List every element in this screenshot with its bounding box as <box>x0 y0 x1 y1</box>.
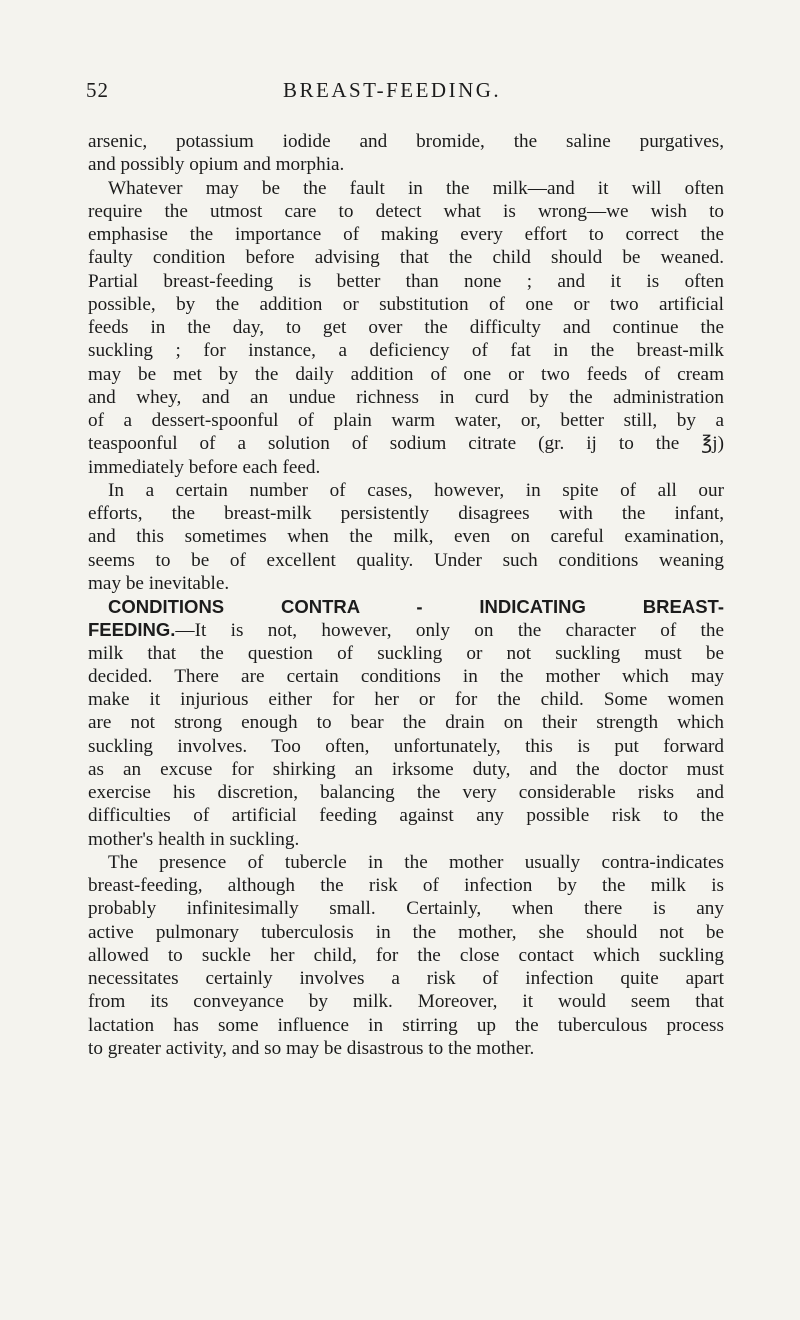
text-line: suckling ; for instance, a deficiency of fat in the breast-milk <box>88 340 724 362</box>
text-line: possible, by the addition or substitution of one or two artificial <box>88 293 724 315</box>
text-line: exercise his discretion, balancing the very considerable risks and <box>88 782 724 803</box>
section-heading-end: FEEDING. <box>88 619 176 641</box>
running-head <box>86 78 726 118</box>
text-line: to greater activity, and so may be disastrous to the mother. <box>88 1037 535 1059</box>
text-line: immediately before each feed. <box>88 456 321 478</box>
text-line: feeds in the day, to get over the difficulty and continue the <box>88 317 724 338</box>
text-line: and whey, and an undue richness in curd by the administration <box>88 386 724 408</box>
text-line: emphasise the importance of making every effort to correct the <box>88 224 724 245</box>
text-line: may be inevitable. <box>88 572 230 594</box>
text-line: suckling involves. Too often, unfortunately, this is put forward <box>88 735 724 757</box>
text-line: efforts, the breast-milk persistently disagrees with the infant, <box>88 503 724 524</box>
text-run: —It is not, however, only on the character of the <box>175 620 724 642</box>
text-line: require the utmost care to detect what is wrong—we wish to <box>88 200 724 222</box>
text-line: necessitates certainly involves a risk of infection quite apart <box>88 968 724 989</box>
paragraph-start-line: Whatever may be the fault in the milk—and it will often <box>108 177 724 199</box>
text-line: make it injurious either for her or for the child. Some women <box>88 689 724 710</box>
text-line: breast-feeding, although the risk of infection by the milk is <box>88 875 724 896</box>
text-line: seems to be of excellent quality. Under such conditions weaning <box>88 549 724 571</box>
text-line: difficulties of artificial feeding against any possible risk to the <box>88 805 724 827</box>
text-line: may be met by the daily addition of one or two feeds of cream <box>88 363 724 385</box>
text-line: lactation has some influence in stirring up the tuberculous process <box>88 1014 724 1036</box>
text-line: probably infinitesimally small. Certainly, when there is any <box>88 898 724 920</box>
text-line: allowed to suckle her child, for the close contact which suckling <box>88 944 724 966</box>
section-heading-continuation-line <box>88 618 724 641</box>
text-line: milk that the question of suckling or not suckling must be <box>88 642 724 664</box>
text-line: from its conveyance by milk. Moreover, it would seem that <box>88 991 724 1013</box>
paragraph-start-line: In a certain number of cases, however, in spite of all our <box>108 479 724 501</box>
text-line: and this sometimes when the milk, even on careful examination, <box>88 526 724 548</box>
text-line: teaspoonful of a solution of sodium citrate (gr. ij to the ℥j) <box>88 433 724 455</box>
text-line: are not strong enough to bear the drain on their strength which <box>88 712 724 734</box>
running-title: BREAST-FEEDING. <box>283 78 502 102</box>
paragraph-start-line: The presence of tubercle in the mother usually contra-indicates <box>108 851 724 873</box>
section-heading: CONDITIONS CONTRA - INDICATING BREAST- <box>108 596 724 617</box>
text-line: of a dessert-spoonful of plain warm water, or, better still, by a <box>88 410 724 431</box>
text-line: faulty condition before advising that the child should be weaned. <box>88 247 724 269</box>
text-line: Partial breast-feeding is better than none ; and it is often <box>88 270 724 292</box>
text-line: and possibly opium and morphia. <box>88 154 345 176</box>
text-line: as an excuse for shirking an irksome duty, and the doctor must <box>88 758 724 780</box>
text-line: decided. There are certain conditions in the mother which may <box>88 665 724 687</box>
text-line: mother's health in suckling. <box>88 828 300 850</box>
body-text <box>88 130 724 1060</box>
page-number: 52 <box>86 78 109 102</box>
text-line: arsenic, potassium iodide and bromide, the saline purgatives, <box>88 131 724 152</box>
text-line: active pulmonary tuberculosis in the mother, she should not be <box>88 921 724 943</box>
